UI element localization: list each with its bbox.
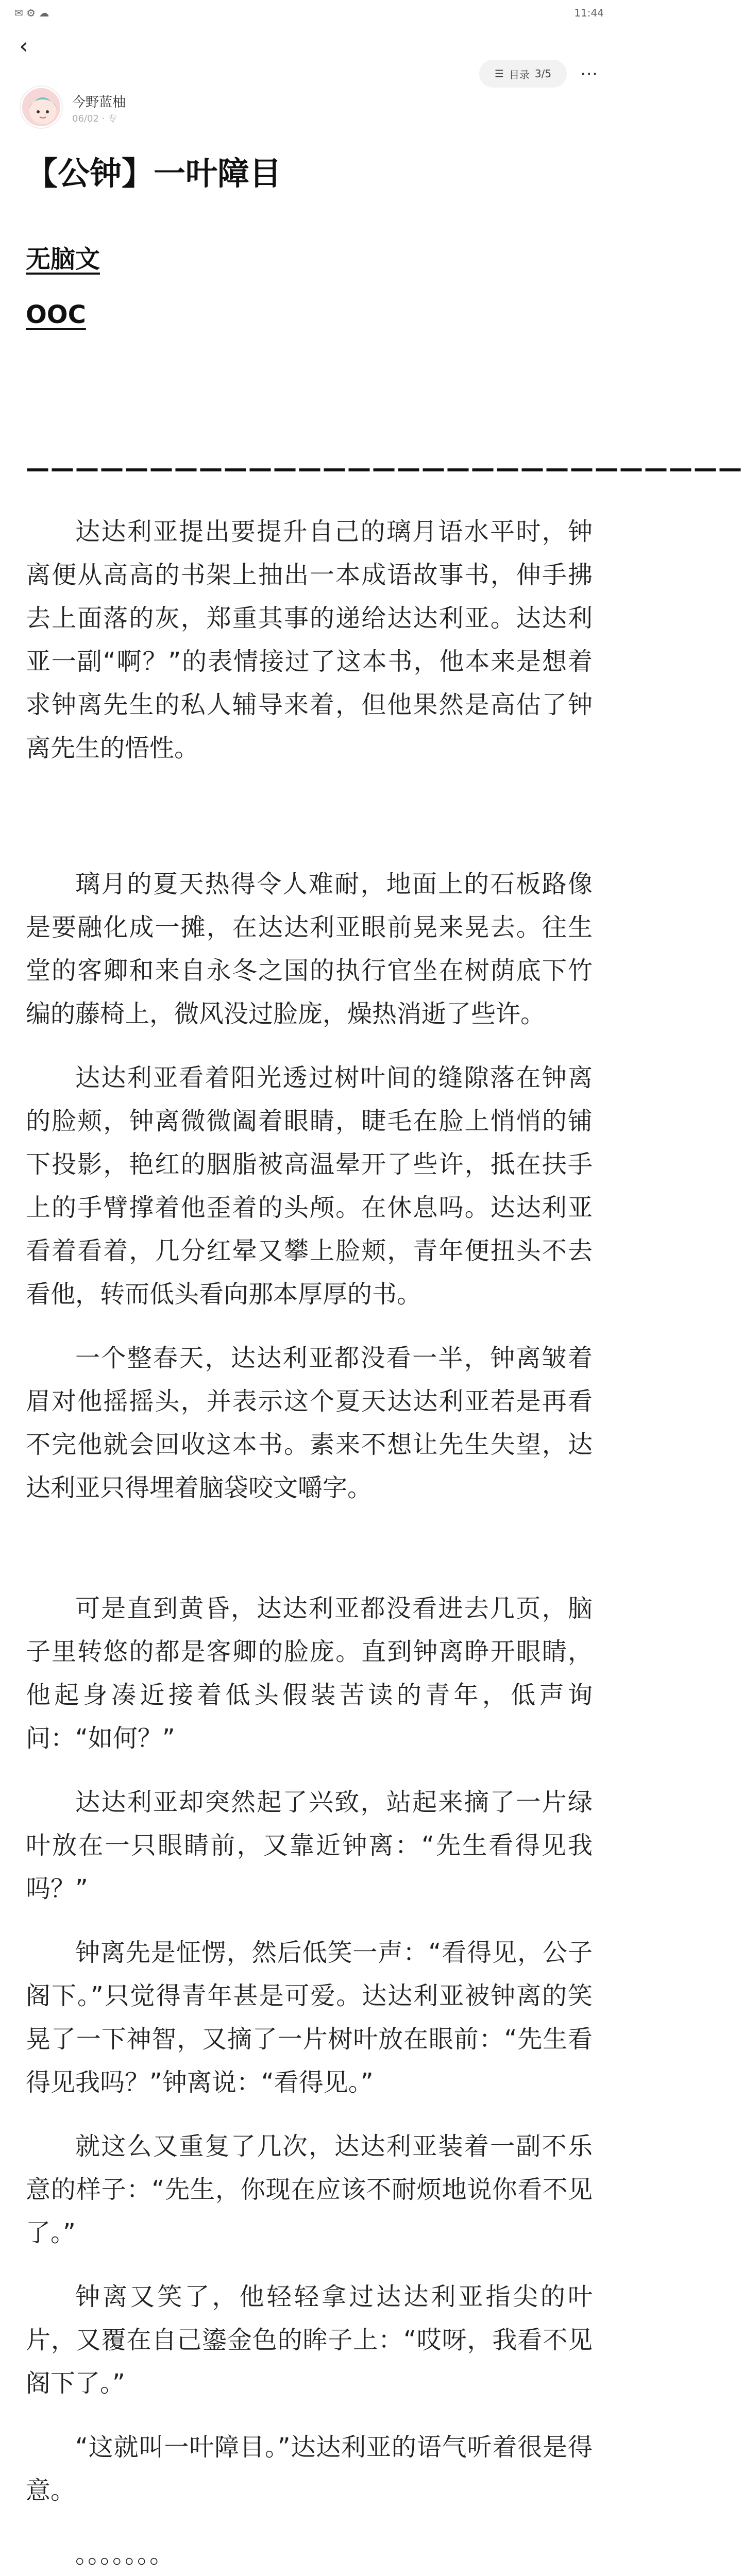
paragraph: 璃月的夏天热得令人难耐，地面上的石板路像是要融化成一摊，在达达利亚眼前晃来晃去。往生堂的客卿和来自永冬之国的执行官坐在树荫底下竹编的藤椅上，微风没过脸庞，燥热消逝了些许。 — [26, 869, 593, 1028]
paragraph: 达达利亚看着阳光透过树叶间的缝隙落在钟离的脸颊，钟离微微阖着眼睛，睫毛在脸上悄悄的铺下投影，艳红的胭脂被高温晕开了些许，抵在扶手上的手臂撑着他歪着的头颅。在休息吗。达达利亚看着看着，几分红晕又攀上脸颊，青年便扭头不去看他，转而低头看向那本厚厚的书。 — [26, 1063, 593, 1309]
paragraph: “这就叫一叶障目。”达达利亚的语气听着很是得意。 — [26, 2432, 593, 2505]
paragraph: 可是直到黄昏，达达利亚都没看进去几页，脑子里转悠的都是客卿的脸庞。直到钟离睁开眼睛，他起身凑近接着低头假装苦读的青年，低声询问：“如何？” — [26, 1594, 593, 1753]
chapter-label: 目录 — [509, 68, 530, 81]
author-name[interactable]: 今野蓝柚 — [72, 95, 126, 110]
status-bar — [0, 0, 618, 26]
paragraph: 。。。。。。。 — [75, 2539, 175, 2569]
reader-header — [0, 26, 618, 124]
divider-line: ————————————————————————————— — [26, 454, 743, 483]
author-avatar[interactable] — [21, 87, 62, 128]
menu-icon: ☰ — [494, 67, 504, 80]
paragraph: 钟离先是怔愣，然后低笑一声：“看得见，公子阁下。”只觉得青年甚是可爱。达达利亚被钟离的笑晃了一下神智，又摘了一片树叶放在眼前：“先生看得见我吗？”钟离说：“看得见。” — [26, 1938, 593, 2097]
status-clock: 11:44 — [574, 7, 604, 19]
paragraph: 一个整春天，达达利亚都没看一半，钟离皱着眉对他摇摇头，并表示这个夏天达达利亚若是再看不完他就会回收这本书。素来不想让先生失望，达达利亚只得埋着脑袋咬文嚼字。 — [26, 1343, 593, 1502]
author-meta: 06/02 · 专 — [72, 113, 117, 124]
tag-link[interactable]: OOC — [26, 300, 86, 330]
paragraph: 达达利亚却突然起了兴致，站起来摘了一片绿叶放在一只眼睛前，又靠近钟离：“先生看得见我吗？” — [26, 1787, 593, 1903]
avatar-illustration-icon — [22, 88, 63, 129]
paragraph: 就这么又重复了几次，达达利亚装着一副不乐意的样子：“先生，你现在应该不耐烦地说你看不见了。” — [26, 2131, 593, 2247]
back-arrow-icon[interactable]: ‹ — [19, 33, 28, 59]
paragraph: 钟离又笑了，他轻轻拿过达达利亚指尖的叶片，又覆在自己鎏金色的眸子上：“哎呀，我看不见阁下了。” — [26, 2282, 593, 2398]
more-icon[interactable]: ⋯ — [580, 63, 598, 84]
paragraph: 达达利亚提出要提升自己的璃月语水平时，钟离便从高高的书架上抽出一本成语故事书，伸手拂去上面落的灰，郑重其事的递给达达利亚。达达利亚一副“啊？”的表情接过了这本书，他本来是想着求钟离先生的私人辅导来着，但他果然是高估了钟离先生的悟性。 — [26, 517, 593, 762]
article-body — [26, 155, 743, 2576]
tag-link[interactable]: 无脑文 — [26, 245, 100, 274]
chapter-progress: 3/5 — [534, 67, 552, 80]
chapter-progress-pill[interactable] — [479, 60, 567, 88]
article-title: 【公钟】一叶障目 — [26, 155, 282, 192]
status-icons: ✉ ⚙ ☁ — [14, 7, 49, 19]
